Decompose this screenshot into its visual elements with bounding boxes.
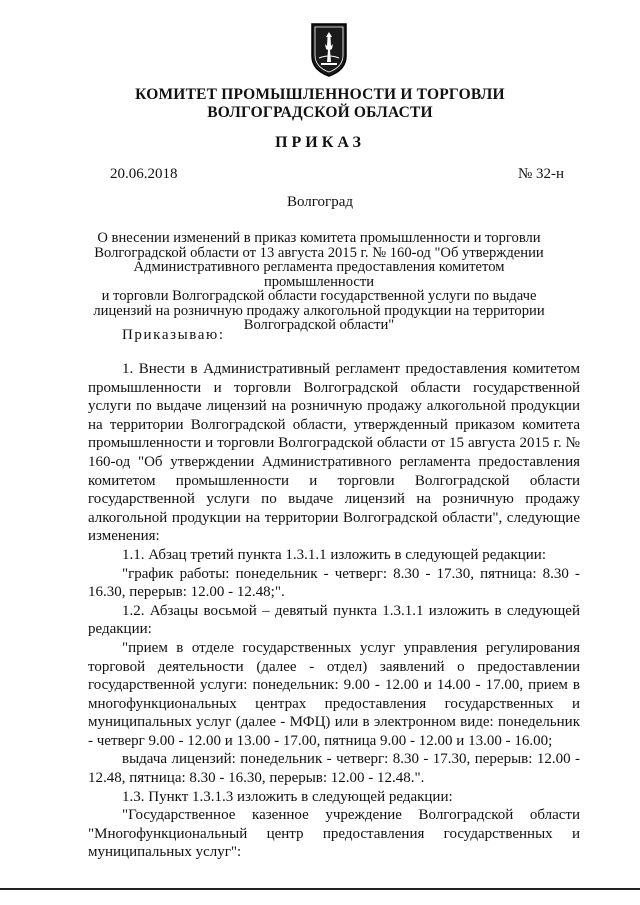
body-paragraph: "прием в отделе государственных услуг управления регулирования торговой деятельности (далее - отдел) заявлений о предоставлении государственной услуги: понедельник: 9.00 - 12.00 и 14.00 - 17.00, прием в многофункциональных центрах предоставления государственных и муниципальных услуг (далее - МФЦ) или в электронном виде: понедельник - четверг 9.00 - 12.00 и 13.00 - 17.00, пятница 9.00 - 12.00 и 13.00 - 16.00; [88,639,580,749]
body-paragraph: 1. Внести в Административный регламент предоставления комитетом промышленности и торговли Волгоградской области государственной услуги по выдаче лицензий на розничную продажу алкогольной продукции на территории Волгоградской области, утвержденный приказом комитета промышленности и торговли Волгоградской области от 15 августа 2015 г. № 160-од "Об утверждении Административного регламента предоставления комитетом промышленности и торговли Волгоградской области государственной услуги по выдаче лицензий на розничную продажу алкогольной продукции на территории Волгоградской области", следующие изменения: [88,361,580,545]
org-line-1: КОМИТЕТ ПРОМЫШЛЕННОСТИ И ТОРГОВЛИ [135,86,505,103]
decree-word: Приказываю: [122,327,225,343]
organization-name [0,86,640,122]
subject-line: Волгоградской области от 13 августа 2015 г. № 160-од "Об утверждении [94,244,544,261]
body-paragraph: 1.1. Абзац третий пункта 1.3.1.1 изложить в следующей редакции: [122,546,547,563]
subject-line: О внесении изменений в приказ комитета промышленности и торговли [97,230,541,246]
subject-line: и торговли Волгоградской области государственной услуги по выдаче [101,288,537,304]
subject-line: Административного регламента предоставления комитетом промышленности [133,259,505,290]
order-body [88,360,580,862]
subject-line: Волгоградской области" [243,317,395,333]
body-paragraph: 1.2. Абзацы восьмой – девятый пункта 1.3.1.1 изложить в следующей редакции: [88,602,580,638]
body-paragraph: 1.3. Пункт 1.3.1.3 изложить в следующей редакции: [122,788,453,805]
order-city: Волгоград [286,194,353,210]
order-number: № 32-н [518,166,565,182]
body-paragraph: "Государственное казенное учреждение Волгоградской области "Многофункциональный центр предоставления государственных и муниципальных услуг": [88,807,580,861]
subject-line: лицензий на розничную продажу алкогольной продукции на территории [93,302,545,319]
page-bottom-divider [0,888,640,890]
document-type-title: ПРИКАЗ [275,134,365,151]
body-paragraph: выдача лицензий: понедельник - четверг: 8.30 - 17.30, перерыв: 12.00 - 12.48, пятница: 8.30 - 16.30, перерыв: 12.00 - 12.48.". [88,751,580,787]
coat-of-arms-emblem [309,22,349,78]
org-line-2: ВОЛГОГРАДСКОЙ ОБЛАСТИ [207,104,433,121]
body-paragraph: "график работы: понедельник - четверг: 8.30 - 17.30, пятница: 8.30 - 16.30, перерыв: 12.00 - 12.48;". [88,565,580,601]
order-date: 20.06.2018 [110,166,178,182]
order-subject [88,231,550,333]
